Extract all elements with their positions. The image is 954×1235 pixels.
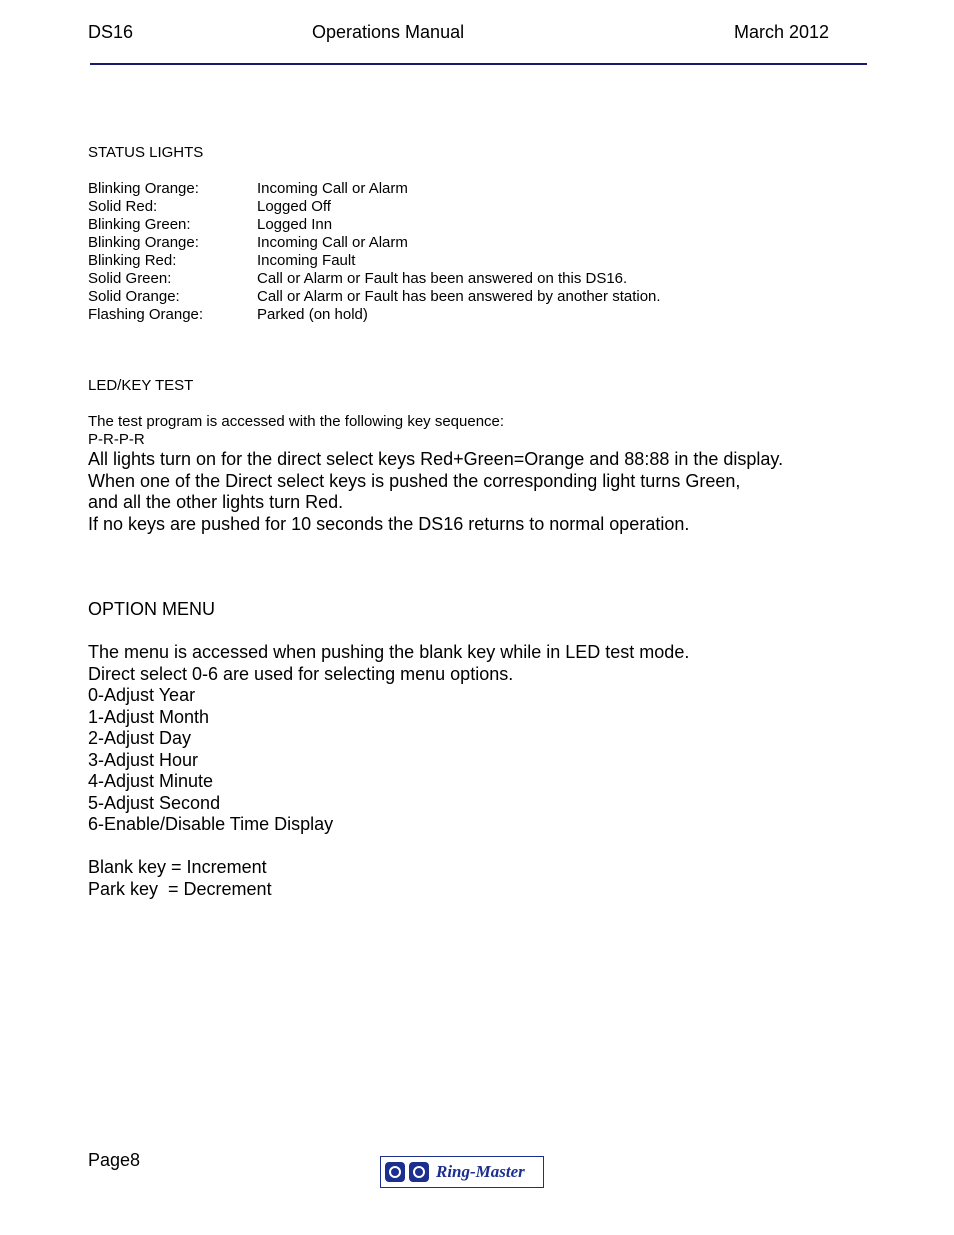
logo-ring-icon	[385, 1162, 405, 1182]
paragraph-line: Direct select 0-6 are used for selecting menu options.	[88, 663, 514, 684]
status-meaning: Incoming Call or Alarm	[257, 234, 408, 251]
status-row	[88, 180, 661, 198]
status-lights-heading: STATUS LIGHTS	[88, 144, 204, 161]
header-doc-code: DS16	[88, 22, 134, 42]
paragraph-line: and all the other lights turn Red.	[88, 492, 344, 512]
status-meaning: Call or Alarm or Fault has been answered on this DS16.	[257, 270, 628, 287]
status-lights-table	[88, 180, 661, 324]
status-meaning: Parked (on hold)	[257, 306, 368, 323]
status-label: Blinking Red:	[88, 252, 177, 269]
paragraph-line: The menu is accessed when pushing the blank key while in LED test mode.	[88, 642, 690, 662]
led-key-test-heading: LED/KEY TEST	[88, 377, 194, 394]
status-row	[88, 234, 661, 252]
option-menu-description	[88, 642, 689, 836]
key-function-item: Park key = Decrement	[88, 878, 272, 899]
status-label: Blinking Green:	[88, 216, 191, 233]
menu-option-item: 2-Adjust Day	[88, 728, 192, 748]
status-label: Solid Green:	[88, 270, 172, 287]
status-row	[88, 216, 661, 234]
key-function-item: Blank key = Increment	[88, 857, 267, 877]
status-row	[88, 306, 661, 324]
menu-option-item: 5-Adjust Second	[88, 792, 221, 813]
status-row	[88, 252, 661, 270]
ring-master-logo	[380, 1156, 544, 1188]
logo-wordmark: Ring-Master	[436, 1162, 525, 1181]
paragraph-line: When one of the Direct select keys is pushed the corresponding light turns Green,	[88, 470, 741, 491]
status-row	[88, 288, 661, 306]
key-function-list	[88, 857, 272, 900]
option-menu-heading: OPTION MENU	[88, 599, 216, 619]
led-test-intro: The test program is accessed with the following key sequence:	[88, 413, 505, 430]
status-meaning: Logged Inn	[257, 216, 333, 233]
led-test-description	[88, 449, 783, 535]
status-label: Blinking Orange:	[88, 180, 199, 197]
paragraph-line: All lights turn on for the direct select keys Red+Green=Orange and 88:88 in the display.	[88, 449, 784, 469]
status-meaning: Incoming Call or Alarm	[257, 180, 408, 197]
header-date: March 2012	[734, 22, 830, 42]
status-meaning: Call or Alarm or Fault has been answered by another station.	[257, 288, 661, 305]
status-row	[88, 270, 661, 288]
menu-option-item: 6-Enable/Disable Time Display	[88, 814, 334, 834]
logo-ring-icon	[409, 1162, 429, 1182]
status-label: Blinking Orange:	[88, 234, 199, 251]
status-row	[88, 198, 661, 216]
menu-option-item: 0-Adjust Year	[88, 685, 196, 705]
led-test-key-sequence: P-R-P-R	[88, 431, 145, 448]
menu-option-item: 4-Adjust Minute	[88, 771, 214, 791]
menu-option-item: 3-Adjust Hour	[88, 749, 199, 770]
status-meaning: Incoming Fault	[257, 252, 356, 269]
status-meaning: Logged Off	[257, 198, 331, 215]
page-number: Page8	[88, 1150, 141, 1170]
paragraph-line: If no keys are pushed for 10 seconds the DS16 returns to normal operation.	[88, 513, 690, 534]
header-divider	[90, 63, 867, 65]
status-label: Flashing Orange:	[88, 306, 204, 323]
status-label: Solid Orange:	[88, 288, 180, 305]
status-label: Solid Red:	[88, 198, 158, 215]
menu-option-item: 1-Adjust Month	[88, 706, 210, 727]
header-doc-title: Operations Manual	[312, 22, 465, 42]
